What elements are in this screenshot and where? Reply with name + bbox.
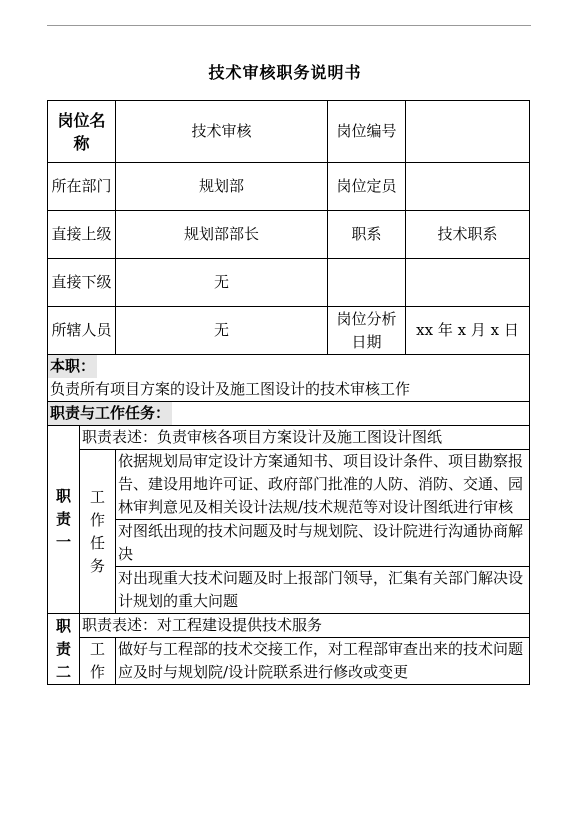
resp2-task-1: 做好与工程部的技术交接工作，对工程部审查出来的技术问题应及时与规划院/设计院联系进行修改或变更 [116,638,530,685]
analysis-date-value: xx 年 x 月 x 日 [406,307,530,355]
staffing-label: 岗位定员 [328,163,406,211]
empty-cell [328,259,406,307]
empty-cell [406,259,530,307]
duty-text: 负责所有项目方案的设计及施工图设计的技术审核工作 [50,380,411,398]
resp2-statement: 职责表述：对工程建设提供技术服务 [80,614,530,638]
subordinate-label: 直接下级 [48,259,116,307]
subordinate-value: 无 [116,259,328,307]
resp1-statement: 职责表述：负责审核各项目方案设计及施工图设计图纸 [80,426,530,450]
resp2-task-label: 工 作 [80,638,116,685]
job-family-value: 技术职系 [406,211,530,259]
position-name-label: 岗位名称 [48,101,116,163]
managed-label: 所辖人员 [48,307,116,355]
position-code-label: 岗位编号 [328,101,406,163]
header-rule [47,25,531,26]
resp1-label: 职 责 一 [48,426,80,614]
resp1-task-label: 工 作 任 务 [80,450,116,614]
document-title: 技术审核职务说明书 [208,63,362,82]
analysis-date-label: 岗位分析日期 [328,307,406,355]
position-name-value: 技术审核 [116,101,328,163]
superior-label: 直接上级 [48,211,116,259]
resp1-task-2: 对图纸出现的技术问题及时与规划院、设计院进行沟通协商解决 [116,520,530,567]
staffing-value [406,163,530,211]
duty-heading: 本职： [48,355,97,378]
resp1-task-3: 对出现重大技术问题及时上报部门领导，汇集有关部门解决设计规划的重大问题 [116,567,530,614]
department-value: 规划部 [116,163,328,211]
department-label: 所在部门 [48,163,116,211]
position-code-value [406,101,530,163]
managed-value: 无 [116,307,328,355]
superior-value: 规划部部长 [116,211,328,259]
job-description-table [47,100,530,685]
duty-section [48,355,530,402]
resp2-label: 职 责 二 [48,614,80,685]
resp1-task-1: 依据规划局审定设计方案通知书、项目设计条件、项目勘察报告、建设用地许可证、政府部门批准的人防、消防、交通、园林审判意见及相关设计法规/技术规范等对设计图纸进行审核 [116,450,530,520]
tasks-section-heading-cell [48,402,530,426]
tasks-heading: 职责与工作任务： [48,402,172,425]
job-family-label: 职系 [328,211,406,259]
